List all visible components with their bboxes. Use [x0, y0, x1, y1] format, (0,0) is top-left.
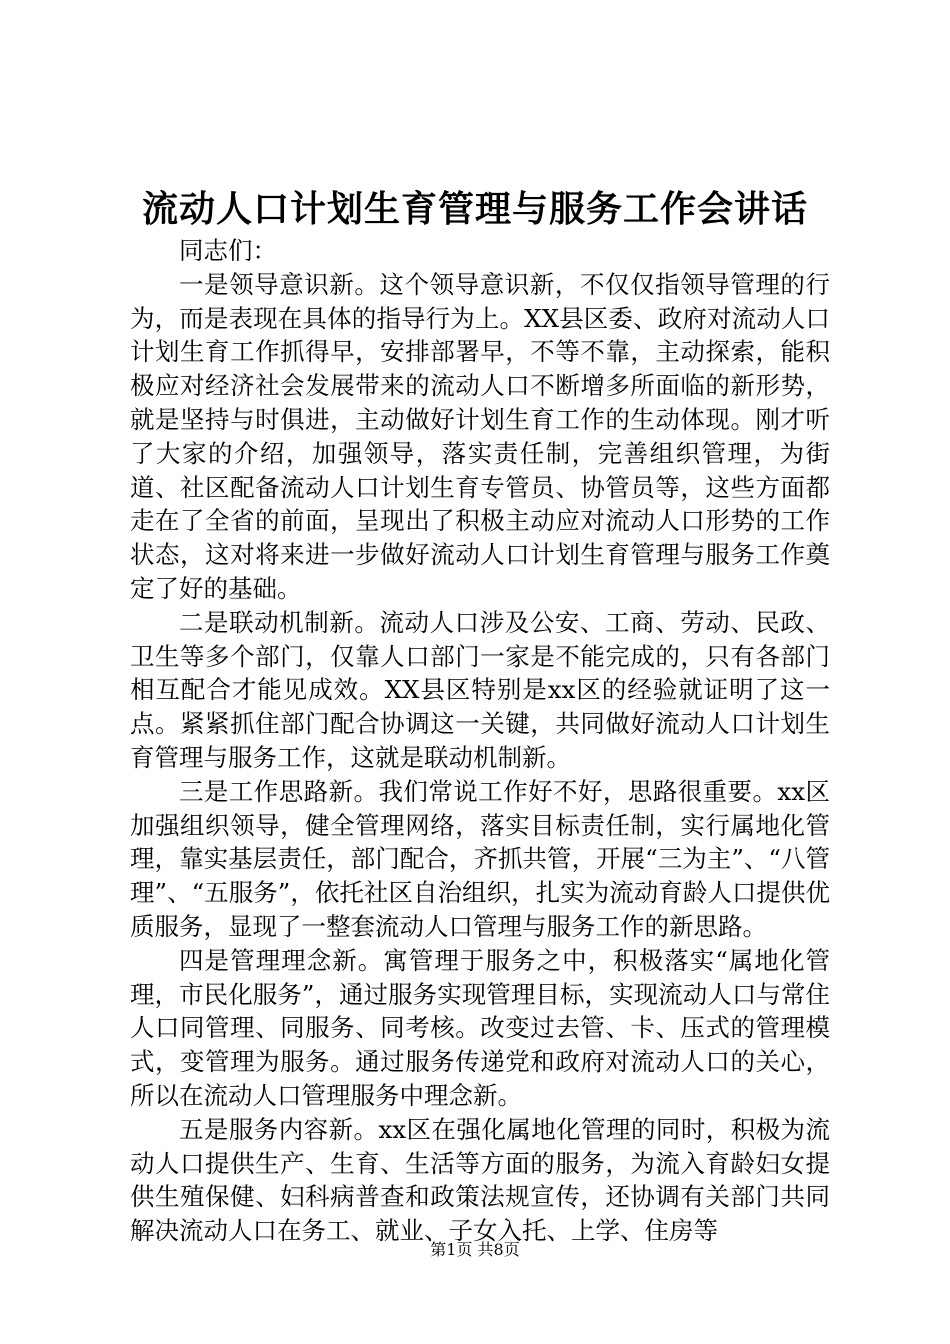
- document-body: [130, 234, 830, 1248]
- page-footer: 第1页 共8页: [430, 1240, 520, 1259]
- document-title: 流动人口计划生育管理与服务工作会讲话: [141, 188, 808, 230]
- paragraph-3: 三是工作思路新。我们常说工作好不好，思路很重要。xx区加强组织领导，健全管理网络，落实目标责任制，实行属地化管理，靠实基层责任，部门配合，齐抓共管，开展“三为主”、“八管理”、“五服务”，依托社区自治组织，扎实为流动育龄人口提供优质服务，显现了一整套流动人口管理与服务工作的新思路。: [130, 776, 830, 941]
- paragraph-1: 一是领导意识新。这个领导意识新，不仅仅指领导管理的行为，而是表现在具体的指导行为上。XX县区委、政府对流动人口计划生育工作抓得早，安排部署早，不等不靠，主动探索，能积极应对经济社会发展带来的流动人口不断增多所面临的新形势，就是坚持与时俱进，主动做好计划生育工作的生动体现。刚才听了大家的介绍，加强领导，落实责任制，完善组织管理，为街道、社区配备流动人口计划生育专管员、协管员等，这些方面都走在了全省的前面，呈现出了积极主动应对流动人口形势的工作状态，这对将来进一步做好流动人口计划生育管理与服务工作奠定了好的基础。: [130, 269, 830, 603]
- paragraph-2: 二是联动机制新。流动人口涉及公安、工商、劳动、民政、卫生等多个部门，仅靠人口部门一家是不能完成的，只有各部门相互配合才能见成效。XX县区特别是xx区的经验就证明了这一点。紧紧抓住部门配合协调这一关键，共同做好流动人口计划生育管理与服务工作，这就是联动机制新。: [130, 607, 830, 772]
- salutation: 同志们：: [179, 236, 277, 265]
- paragraph-5: 五是服务内容新。xx区在强化属地化管理的同时，积极为流动人口提供生产、生育、生活等方面的服务，为流入育龄妇女提供生殖保健、妇科病普查和政策法规宣传，还协调有关部门共同解决流动人口在务工、就业、子女入托、上学、住房等: [130, 1114, 830, 1246]
- paragraph-4: 四是管理理念新。寓管理于服务之中，积极落实“属地化管理，市民化服务”，通过服务实现管理目标，实现流动人口与常住人口同管理、同服务、同考核。改变过去管、卡、压式的管理模式，变管理为服务。通过服务传递党和政府对流动人口的关心，所以在流动人口管理服务中理念新。: [130, 945, 830, 1110]
